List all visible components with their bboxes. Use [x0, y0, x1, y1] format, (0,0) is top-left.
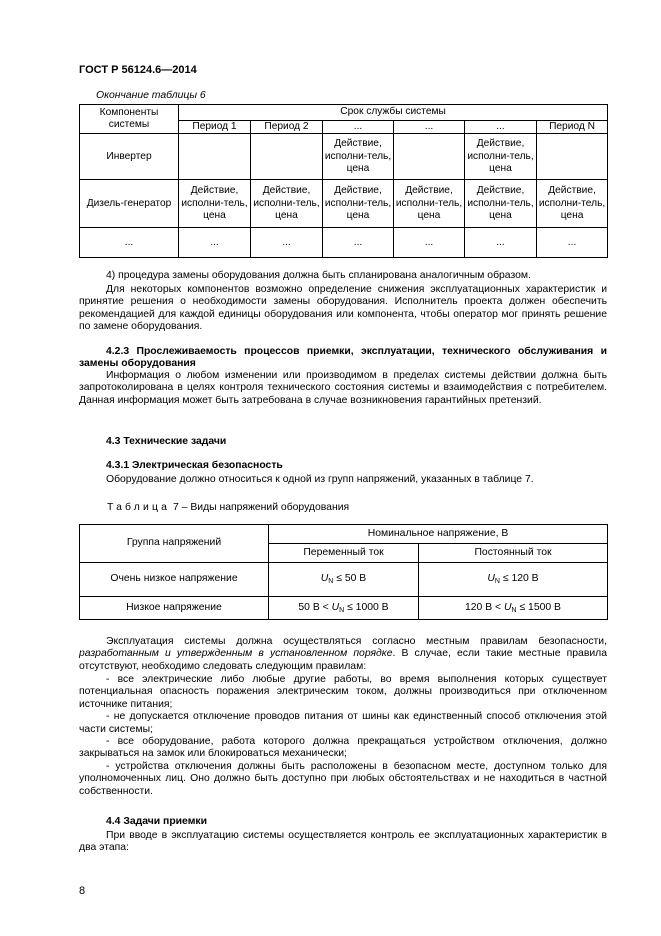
table-6 — [79, 104, 608, 258]
period-header: Период 1 — [179, 121, 251, 134]
section-heading: 4.3.1 Электрическая безопасность — [106, 460, 283, 471]
section-heading: 4.3 Технические задачи — [106, 436, 227, 447]
table-cell: Действие, исполни-тель, цена — [537, 180, 608, 228]
paragraph: При вводе в эксплуатацию системы осуществляется контроль ее эксплуатационных характеристик в два этапа: — [79, 830, 607, 854]
table-row — [80, 228, 608, 258]
table-row — [80, 134, 608, 180]
row-label: Низкое напряжение — [80, 597, 269, 620]
table-cell: ... — [251, 228, 323, 258]
heading-4-3-1 — [79, 460, 607, 472]
table-cell: ... — [179, 228, 251, 258]
row-label: Дизель-генератор — [80, 180, 179, 228]
table-cell: Действие, исполни-тель, цена — [323, 134, 394, 180]
paragraph: Эксплуатация системы должна осуществляться согласно местным правилам безопасности, разработанным и утвержденным в установленном порядке. В случае, если такие местные правила отсутствуют, необходимо следовать следующим правилам: — [79, 636, 607, 672]
replacement-paragraph — [79, 284, 607, 334]
row-label: Очень низкое напряжение — [80, 563, 269, 597]
dc-header: Постоянный ток — [419, 544, 608, 563]
nominal-voltage-header: Номинальное напряжение, В — [269, 525, 608, 544]
operation-paragraph — [79, 636, 607, 673]
table-cell: ... — [537, 228, 608, 258]
table7-caption — [107, 502, 349, 514]
page-number: 8 — [79, 885, 86, 897]
caption-word: Таблица — [107, 502, 171, 513]
list-item: - все оборудование, работа которого должна прекращаться устройством отключения, должно закрываться на замок или блокироваться механически; — [79, 736, 607, 760]
paragraph: Оборудование должно относиться к одной из групп напряжений, указанных в таблице 7. — [106, 474, 534, 485]
table-cell: $U_N \le 50$ В — [269, 563, 419, 597]
voltage-group-header: Группа напряжений — [80, 525, 269, 563]
paragraph: 4) процедура замены оборудования должна быть спланирована аналогичным образом. — [106, 270, 531, 281]
table-cell: ... — [323, 228, 394, 258]
list-item: - устройства отключения должны быть расположены в безопасном месте, доступном только для уполномоченных лиц. Оно должно быть доступно при любых обстоятельствах и не находиться в частной собственности. — [79, 760, 607, 797]
caption-text: – Виды напряжений оборудования — [181, 502, 350, 513]
list-item: - не допускается отключение проводов питания от шины как единственный способ отключения этой части системы; — [79, 711, 607, 735]
table-cell — [251, 134, 323, 180]
procedure-item-4 — [79, 270, 607, 282]
table-7 — [79, 524, 608, 620]
table-row — [80, 597, 608, 620]
row-label: Инвертер — [80, 134, 179, 180]
lifetime-header: Срок службы системы — [179, 105, 608, 121]
heading-4-4 — [79, 816, 607, 828]
period-header: ... — [323, 121, 394, 134]
acceptance-paragraph — [79, 830, 607, 855]
table-cell: $U_N \le 120$ В — [419, 563, 608, 597]
section-heading: 4.4 Задачи приемки — [106, 816, 207, 827]
table-cell: 120 $В < U_N \le 1500$ В — [419, 597, 608, 620]
paragraph: Для некоторых компонентов возможно определение снижения эксплуатационных характеристик и принятие решения о необходимости замены оборудования. Исполнитель проекта должен обеспечить рекомендацией для каждой единицы оборудования или компонента, чтобы оператор мог принять решение по замене оборудования. — [79, 284, 607, 333]
table-row — [80, 180, 608, 228]
period-header: ... — [394, 121, 465, 134]
components-header: Компоненты системы — [80, 105, 179, 134]
period-header: Период 2 — [251, 121, 323, 134]
voltage-groups-paragraph — [79, 474, 607, 486]
table-cell: Действие, исполни-тель, цена — [179, 180, 251, 228]
caption-number: 7 — [173, 502, 179, 513]
heading-4-2-3 — [79, 346, 607, 371]
table-cell: 50 $В < U_N \le 1000$ В — [269, 597, 419, 620]
table-cell: ... — [465, 228, 537, 258]
table-cell: Действие, исполни-тель, цена — [465, 134, 537, 180]
safety-rules-list — [79, 674, 607, 798]
table-cell — [537, 134, 608, 180]
list-item: - все электрические либо любые другие работы, во время выполнения которых существует потенциальная опасность поражения электрическим током, должны производиться при отключенном источнике питания; — [79, 674, 607, 710]
table-cell — [394, 134, 465, 180]
table-cell: Действие, исполни-тель, цена — [323, 180, 394, 228]
table-row — [80, 563, 608, 597]
table6-caption: Окончание таблицы 6 — [96, 90, 206, 101]
table-cell: Действие, исполни-тель, цена — [465, 180, 537, 228]
section-heading: 4.2.3 Прослеживаемость процессов приемки, эксплуатации, технического обслуживания и замены оборудования — [79, 346, 607, 370]
traceability-paragraph — [79, 370, 607, 407]
document-header: ГОСТ Р 56124.6—2014 — [79, 64, 197, 76]
table-cell — [179, 134, 251, 180]
table-cell: ... — [394, 228, 465, 258]
paragraph: Информация о любом изменении или производимом в пределах системы действии должна быть запротоколирована в целях контроля технического состояния системы и взаимодействия с потребителем. Данная информация может быть затребована в случае возникновения гарантийных претензий. — [79, 370, 607, 406]
row-label: ... — [80, 228, 179, 258]
heading-4-3 — [79, 436, 607, 448]
table-cell: Действие, исполни-тель, цена — [394, 180, 465, 228]
ac-header: Переменный ток — [269, 544, 419, 563]
period-header: ... — [465, 121, 537, 134]
period-header: Период N — [537, 121, 608, 134]
table-cell: Действие, исполни-тель, цена — [251, 180, 323, 228]
